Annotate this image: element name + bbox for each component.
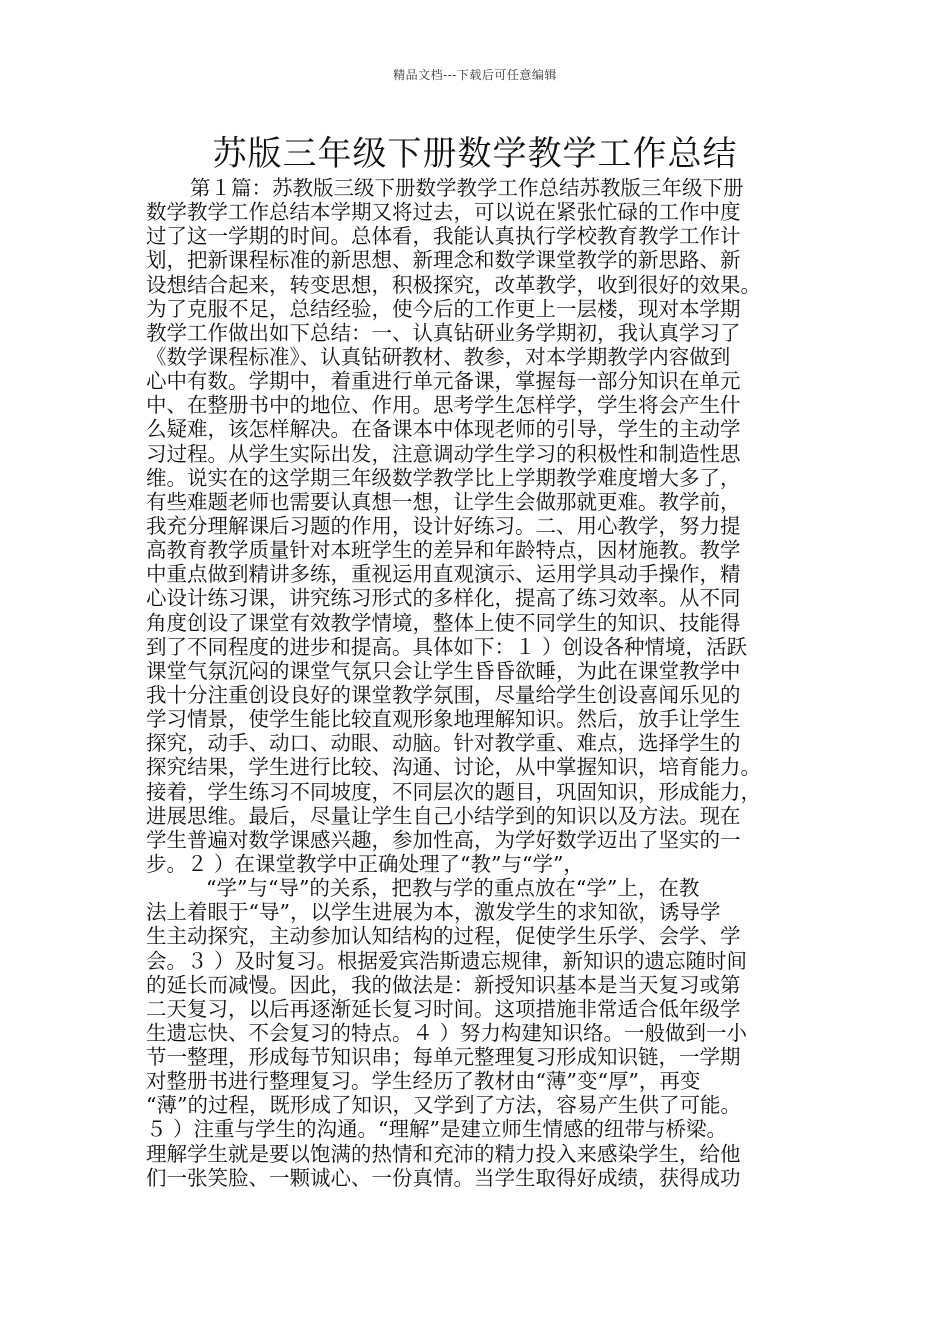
text-line: 维。说实在的这学期三年级数学教学比上学期教学难度增大多了， — [146, 465, 741, 490]
text-line: 数学教学工作总结本学期又将过去，可以说在紧张忙碌的工作中度 — [146, 200, 741, 225]
paragraph-1 — [146, 176, 826, 876]
document-title: 苏版三年级下册数学教学工作总结 — [212, 134, 738, 174]
text-line: 对整册书进行整理复习。学生经历了教材由“薄”变“厚”，再变 — [146, 1069, 701, 1094]
text-line: 接着，学生练习不同坡度，不同层次的题目，巩固知识，形成能力， — [146, 779, 761, 804]
text-line: 学习情景，使学生能比较直观形象地理解知识。然后，放手让学生 — [146, 707, 741, 732]
text-line: 课堂气氛沉闷的课堂气氛只会让学生昏昏欲睡，为此在课堂教学中 — [146, 658, 741, 683]
text-line: 们一张笑脸、一颗诚心、一份真情。当学生取得好成绩，获得成功 — [146, 1165, 741, 1190]
text-line: 探究结果，学生进行比较、沟通、讨论，从中掌握知识，培育能力。 — [146, 755, 761, 780]
text-line: 中、在整册书中的地位、作用。思考学生怎样学，学生将会产生什 — [146, 393, 741, 418]
text-line: 为了克服不足，总结经验，使今后的工作更上一层楼，现对本学期 — [146, 296, 741, 321]
text-line: 过了这一学期的时间。总体看，我能认真执行学校教育教学工作计 — [146, 224, 741, 249]
text-line: 法上着眼于“导”，以学生进展为本，激发学生的求知欲，诱导学 — [146, 900, 721, 925]
text-line: 角度创设了课堂有效教学情境，整体上使不同学生的知识、技能得 — [146, 610, 741, 635]
text-line: 习过程。从学生实际出发，注意调动学生学习的积极性和制造性思 — [146, 441, 741, 466]
text-line: 理解学生就是要以饱满的热情和充沛的精力投入来感染学生，给他 — [146, 1141, 741, 1166]
text-line: 有些难题老师也需要认真想一想，让学生会做那就更难。教学前， — [146, 489, 741, 514]
text-line: 高教育教学质量针对本班学生的差异和年龄特点，因材施教。教学 — [146, 538, 741, 563]
text-line: 教学工作做出如下总结：一、认真钻研业务学期初，我认真学习了 — [146, 320, 741, 345]
text-line: 心中有数。学期中，着重进行单元备课，掌握每一部分知识在单元 — [146, 369, 741, 394]
text-line: “学”与“导”的关系，把教与学的重点放在“学”上，在教 — [206, 876, 700, 901]
text-line: 生遗忘快、不会复习的特点。４ ）努力构建知识络。一般做到一小 — [146, 1020, 748, 1045]
text-line: 划，把新课程标准的新思想、新理念和数学课堂教学的新思路、新 — [146, 248, 741, 273]
text-line: 第１篇：苏教版三级下册数学教学工作总结苏教版三年级下册 — [190, 176, 744, 200]
text-line: 节一整理，形成每节知识串；每单元整理复习形成知识链，一学期 — [146, 1045, 741, 1070]
text-line: 我充分理解课后习题的作用，设计好练习。二、用心教学，努力提 — [146, 513, 741, 538]
text-line: ５ ）注重与学生的沟通。“理解”是建立师生情感的纽带与桥梁。 — [146, 1117, 727, 1142]
text-line: 会。３ ）及时复习。根据爱宾浩斯遗忘规律，新知识的遗忘随时间 — [146, 948, 748, 973]
text-line: 生主动探究，主动参加认知结构的过程，促使学生乐学、会学、学 — [146, 924, 741, 949]
document-body — [146, 176, 826, 1190]
text-line: 学生普遍对数学课感兴趣，参加性高，为学好数学迈出了坚实的一 — [146, 827, 741, 852]
text-line: 到了不同程度的进步和提高。具体如下：１ ）创设各种情境，活跃 — [146, 634, 748, 659]
text-line: “薄”的过程，既形成了知识，又学到了方法，容易产生供了可能。 — [146, 1093, 741, 1118]
text-line: 步。２ ）在课堂教学中正确处理了“教”与“学”， — [146, 851, 584, 876]
text-line: 二天复习，以后再逐渐延长复习时间。这项措施非常适合低年级学 — [146, 996, 741, 1021]
text-line: 进展思维。最后，尽量让学生自己小结学到的知识以及方法。现在 — [146, 803, 741, 828]
header-note: 精品文档---下载后可任意编辑 — [393, 68, 557, 82]
text-line: 中重点做到精讲多练，重视运用直观演示、运用学具动手操作，精 — [146, 562, 741, 587]
text-line: 我十分注重创设良好的课堂教学氛围，尽量给学生创设喜闻乐见的 — [146, 682, 741, 707]
text-line: 设想结合起来，转变思想，积极探究，改革教学，收到很好的效果。 — [146, 272, 761, 297]
text-line: 的延长而减慢。因此，我的做法是：新授知识基本是当天复习或第 — [146, 972, 741, 997]
text-line: 么疑难，该怎样解决。在备课本中体现老师的引导，学生的主动学 — [146, 417, 741, 442]
paragraph-2 — [146, 876, 826, 1190]
text-line: 探究，动手、动口、动眼、动脑。针对教学重、难点，选择学生的 — [146, 731, 741, 756]
text-line: 《数学课程标准》、认真钻研教材、教参，对本学期教学内容做到 — [146, 344, 731, 369]
text-line: 心设计练习课，讲究练习形式的多样化，提高了练习效率。从不同 — [146, 586, 741, 611]
